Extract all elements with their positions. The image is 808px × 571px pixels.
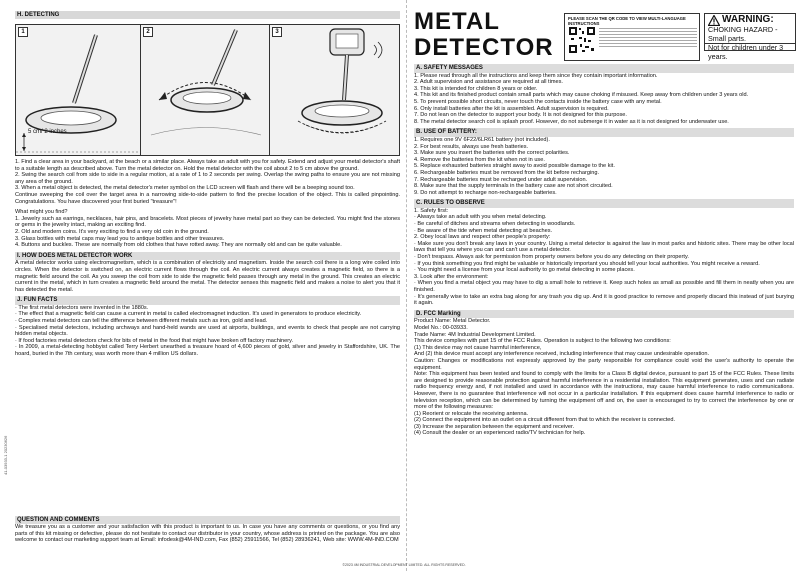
detecting-step: 3. When a metal object is detected, the metal detector's meter symbol on the LCD screen will flash and there will be a beeping sound too. [15, 185, 355, 192]
page-divider [406, 0, 407, 571]
safety-item: 6. Only install batteries after the kit is assembled. Adult supervision is required. [414, 105, 609, 112]
copyright-footer: ©2023 4M INDUSTRIAL DEVELOPMENT LIMITED. ALL RIGHTS RESERVED. [342, 563, 466, 567]
what-find-item: 4. Buttons and buckles. These are normally from old clothes that have rotted away. They are normally old and can be quite valuable. [15, 242, 342, 249]
warning-title [705, 14, 795, 26]
panel-number: 2 [143, 27, 153, 37]
fcc-item: (4) Consult the dealer or an experienced radio/TV technician for help. [414, 430, 586, 437]
section-a-title: A. SAFETY MESSAGES [414, 64, 794, 73]
rule-item: 3. Look after the environment: [414, 273, 489, 280]
fcc-item: Trade Name: 4M Industrial Development Limited. [414, 331, 536, 338]
right-column [414, 0, 794, 571]
rule-item: · If you think something you find might be valuable or historically important you should tell your local authorities. You might receive a reward. [414, 260, 760, 267]
rule-item: · Don't trespass. Always ask for permission from property owners before you do any detecting on their property. [414, 254, 689, 261]
what-find-item: 1. Jewelry such as earrings, necklaces, hair pins, and bracelets. Most pieces of jewelry have metal part so they can be detected. You might find the stones or gems in the jewelry intact, making an exciting find. [15, 215, 400, 229]
fun-fact: · The effect that a magnetic field can cause a current in metal is called electromagnet induction. It's used in generators to produce electricity. [15, 311, 362, 318]
rule-item: · Be careful of ditches and streams when detecting in woodlands. [414, 221, 576, 228]
safety-item: 4. This kit and its finished product contain small parts which may cause choking if misused. Keep away from children under 3 years old. [414, 92, 749, 99]
battery-item: 5. Replace exhausted batteries straight away to avoid possible damage to the kit. [414, 163, 615, 170]
swing-coil-illustration [141, 25, 270, 155]
fcc-item: (3) Increase the separation between the equipment and receiver. [414, 423, 575, 430]
battery-item: 8. Make sure that the supply terminals in the battery case are not short circuited. [414, 183, 613, 190]
title-line: DETECTOR [414, 34, 554, 61]
print-code: 41-03933-1 20230626 [3, 435, 8, 475]
what-find-title: What might you find? [15, 209, 68, 216]
illustration-panels [15, 24, 400, 156]
section-d-title: D. FCC Marking [414, 310, 794, 319]
rule-item: 1. Safety first: [414, 207, 449, 214]
safety-item: 7. Do not lean on the detector to support your body. It is not designed for this purpose. [414, 112, 627, 119]
left-column [15, 0, 400, 571]
detecting-step: 1. Find a clear area in your backyard, at the beach or a similar place. Always take an adult with you for safety. Extend and adjust your metal detector's shaft to a suitable length as described above. Turn the metal detector on. Hold the metal detector with the coil about 2 to 5 cm above the ground. [15, 159, 400, 172]
warning-triangle-icon [708, 15, 720, 26]
qr-box [564, 13, 700, 61]
battery-item: 7. Rechargeable batteries must be recharged under adult supervision. [414, 176, 588, 183]
questions-text: We treasure you as a customer and your satisfaction with this product is important to us. In case you have any comments or questions, or you find any parts of this kit missing or defective, please do not hesitate to contact our distributor in your country, whose address is printed on the package. You are also welcome to contact our marketing support team at Email: infodesk@4M-IND.com, Fax (852) 25911566, Tel (852) 28936241, Web site: WWW.4M-IND.COM [15, 524, 400, 544]
panel-number: 1 [18, 27, 28, 37]
fcc-item: Model No.: 00-03933. [414, 324, 468, 331]
battery-item: 6. Rechargeable batteries must be removed from the kit before recharging. [414, 169, 600, 176]
height-measure-label: 5 cm/ 2 inches [28, 129, 67, 135]
what-find-item: 2. Old and modern coins. It's very exciting to find a very old coin in the ground. [15, 228, 209, 235]
battery-item: 3. Make sure you insert the batteries with the correct polarities. [414, 150, 570, 157]
fcc-item: And (2) this device must accept any interference received, including interference that may cause undesirable operation. [414, 351, 710, 358]
fcc-item: Note: This equipment has been tested and found to comply with the limits for a Class B digital device, pursuant to part 15 of the FCC Rules. These limits are designed to provide reasonable protection against harmful interference in a residential installation. This equipment generates, uses and can radiate radio frequency energy and, if not installed and used in accordance with the instructions, may cause harmful interference to radio communications. However, there is no guarantee that interference will not occur in a particular installation. If this equipment does cause harmful interference to radio or television reception, which can be determined by turning the equipment off and on, the user is encouraged to try to correct the interference by one or more of the following measures: [414, 371, 794, 411]
qr-instructions: PLEASE SCAN THE QR CODE TO VIEW MULTI-LANGUAGE INSTRUCTIONS [568, 16, 686, 26]
qr-code-icon[interactable] [568, 26, 596, 54]
detecting-step: Continue sweeping the coil over the target area in a narrowing side-to-side pattern to find the precise location of the object. This is called pinpointing. Congratulations. You have discovered your first buried "treasure"! [15, 191, 400, 205]
fun-fact: · The first metal detectors were invented in the 1880s. [15, 304, 149, 311]
detecting-steps [15, 159, 400, 358]
right-sections [414, 64, 794, 437]
rule-item: · When you find a metal object you may have to dig a small hole to retrieve it. Keep such holes as small as possible and fill them in neatly when you are finished. [414, 280, 794, 293]
questions-comments [15, 516, 400, 544]
rule-item: · You might need a license from your local authority to go metal detecting in some places. [414, 267, 635, 274]
warning-title-text: WARNING: [722, 14, 774, 25]
fcc-item: Caution: Changes or modifications not expressly approved by the party responsible for compliance could void the user's authority to operate the equipment. [414, 357, 794, 371]
what-find-item: 3. Glass bottles with metal caps may lead you to antique bottles and other treasures. [15, 235, 225, 242]
battery-item: 1. Requires one 9V 6F22/6LR61 battery (not included). [414, 136, 550, 143]
battery-item: 9. Do not attempt to recharge non-rechargeable batteries. [414, 189, 557, 196]
fcc-item: This device complies with part 15 of the FCC Rules. Operation is subject to the following two conditions: [414, 338, 671, 345]
safety-item: 3. This kit is intended for children 8 years or older. [414, 85, 538, 92]
battery-item: 2. For best results, always use fresh batteries. [414, 143, 529, 150]
safety-item: 5. To prevent possible short circuits, never touch the contacts inside the battery case with any metal. [414, 98, 662, 105]
section-i-title: I. HOW DOES METAL DETECTOR WORK [15, 252, 400, 261]
panel-number: 3 [272, 27, 282, 37]
illustration-panel-2 [141, 25, 270, 155]
rule-item: · It's generally wise to take an extra bag along for any trash you dig up. And it is good practice to remove and properly discard this instead of just burying it again. [414, 293, 794, 307]
fcc-item: (1) Reorient or relocate the receiving antenna. [414, 410, 529, 417]
warning-line: CHOKING HAZARD - Small parts. [708, 25, 778, 43]
rule-item: · Make sure you don't break any laws in your country. Using a metal detector is against the law in most parks and historic sites. There may be other local laws that tell you where you can and can't use a metal detector. [414, 240, 794, 254]
safety-item: 2. Adult supervision and assistance are required at all times. [414, 79, 563, 86]
section-h-title: H. DETECTING [15, 11, 400, 19]
rule-item: 2. Obey local laws and respect other people's property: [414, 234, 551, 241]
product-title [414, 9, 554, 61]
fcc-item: Product Name: Metal Detector. [414, 318, 491, 325]
section-i-text: A metal detector works using electromagnetism, which is a combination of electricity and magnetism. Inside the search coil there is a long wire coiled into circles. When the detector is switched on, an electric current flows through the coil. An electric current always creates a magnetic field, so there is a magnetic field around the coil. As you sweep the coil from side to side the magnetic field passes through any metal in the ground. This creates an electric current in the metal, which in turn creates a magnetic field around the metal. The detector senses this magnetic field and makes a noise to alert you that it has detected the metal. [15, 260, 400, 293]
fcc-item: (2) Connect the equipment into an outlet on a circuit different from that to which the receiver is connected. [414, 417, 676, 424]
safety-item: 1. Please read through all the instructions and keep them since they contain important information. [414, 72, 658, 79]
pinpoint-illustration [270, 25, 400, 155]
battery-item: 4. Remove the batteries from the kit when not in use. [414, 156, 545, 163]
illustration-panel-1 [16, 25, 141, 155]
qr-fine-print-lines [599, 26, 697, 58]
fcc-item: (1) This device may not cause harmful interference, [414, 344, 542, 351]
questions-title: QUESTION AND COMMENTS [15, 516, 400, 524]
section-j-title: J. FUN FACTS [15, 296, 400, 305]
choking-warning [704, 13, 796, 61]
fun-fact: · In 2009, a metal-detecting hobbyist called Terry Herbert unearthed a treasure hoard of 4,600 pieces of gold, silver and jewelry in Staffordshire, UK. The hoard, buried in the 7th century, was worth more than 4 million US dollars. [15, 344, 400, 358]
fun-fact: · Complex metal detectors can tell the difference between different metals such as iron, gold and lead. [15, 318, 268, 325]
warning-line: Not for children under 3 years. [705, 43, 795, 61]
rule-item: · Always take an adult with you when metal detecting. [414, 214, 547, 221]
fun-fact: · Specialised metal detectors, including archways and hand-held wands are used at airports, buildings, and events to check that people are not carrying hidden metal objects. [15, 324, 400, 338]
title-line: METAL [414, 8, 500, 35]
fun-fact: · If food factories metal detectors check for bits of metal in the food that might have broken off factory machinery. [15, 337, 294, 344]
illustration-panel-3 [270, 25, 400, 155]
section-b-title: B. USE OF BATTERY: [414, 128, 794, 137]
rule-item: · Be aware of the tide when metal detecting at beaches. [414, 227, 553, 234]
safety-item: 8. The metal detector search coil is splash proof. However, do not submerge it in water as it is not designed for underwater use. [414, 118, 729, 125]
section-c-title: C. RULES TO OBSERVE [414, 199, 794, 208]
detector-coil-illustration [16, 25, 141, 155]
detecting-step: 2. Swing the search coil from side to side in a regular motion, at a rate of 1 to 2 seconds per swing. Overlap the swing paths to ensure you are not missing any area of the ground. [15, 172, 400, 185]
